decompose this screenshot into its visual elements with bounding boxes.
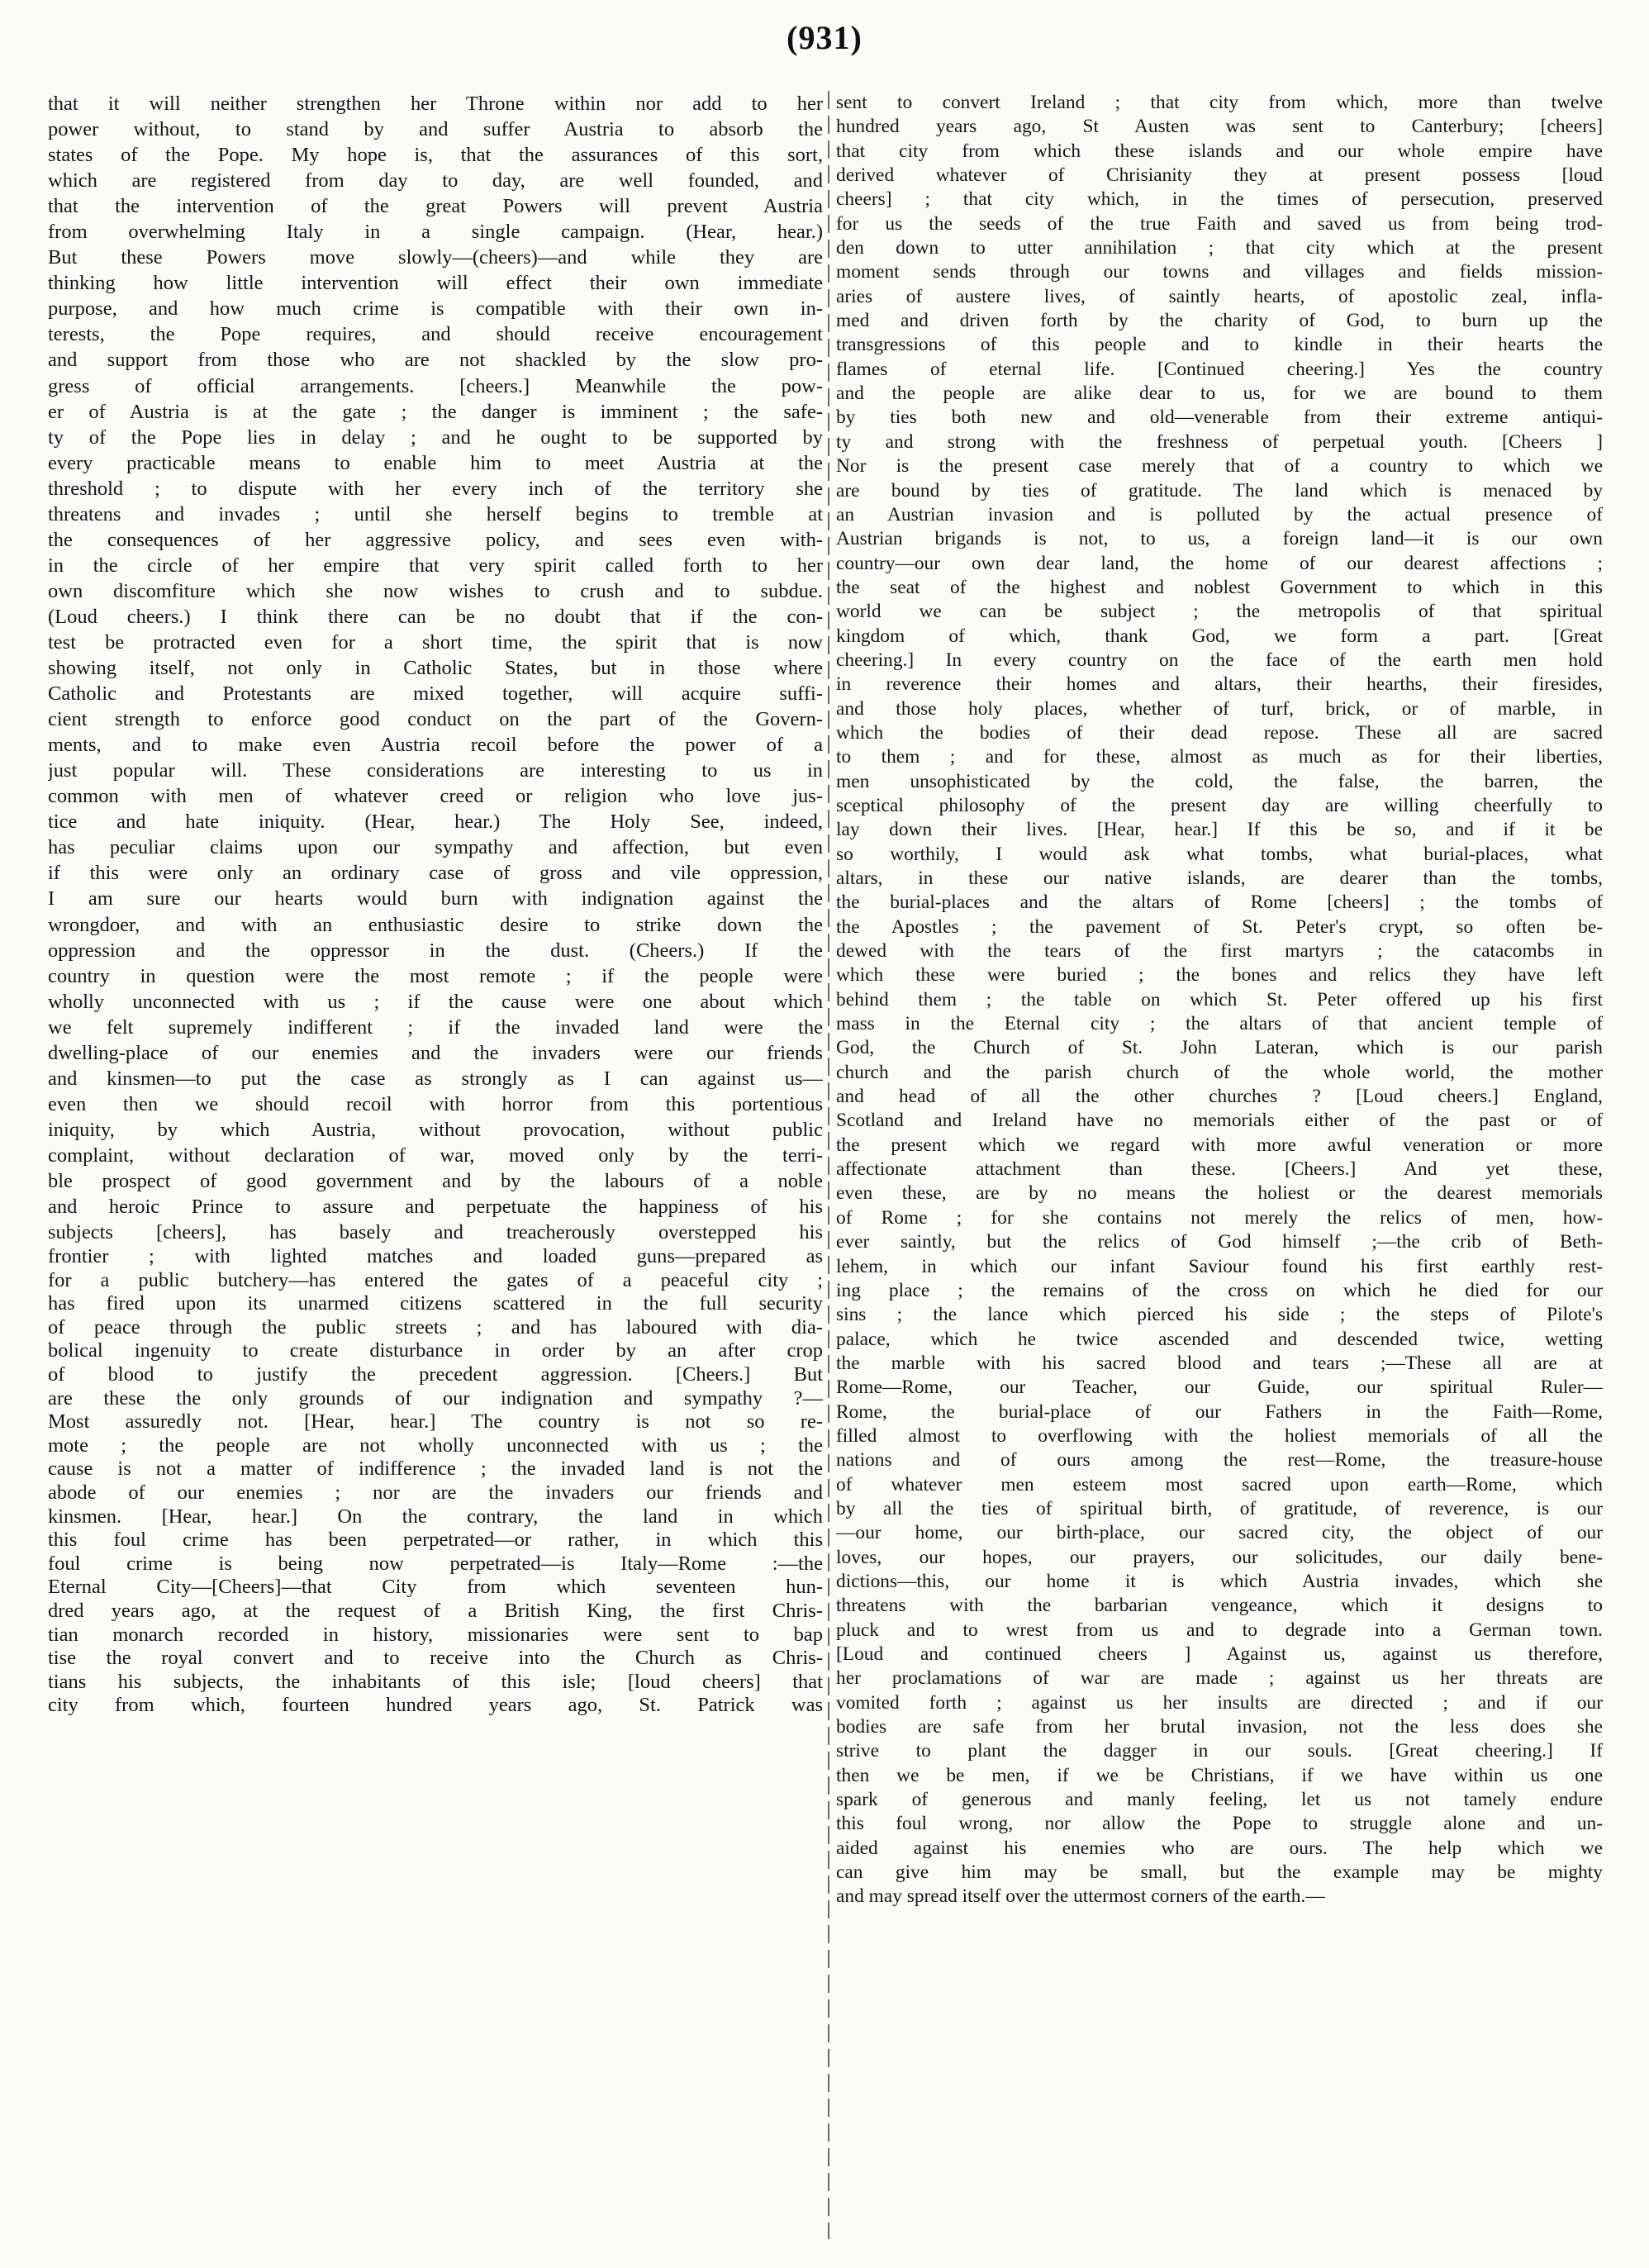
right-column-line: threatens with the barbarian vengeance, which it designs to — [836, 1595, 1603, 1617]
left-column-line: abode of our enemies ; nor are the invaders our friends and — [48, 1481, 823, 1505]
right-column-line: cheers] ; that city which, in the times of persecution, preserved — [836, 188, 1603, 211]
left-column-line: threatens and invades ; until she herself begins to tremble at — [48, 502, 823, 525]
left-column-line: But these Powers move slowly—(cheers)—and while they are — [48, 246, 823, 269]
left-column-line: for a public butchery—has entered the gates of a peaceful city ; — [48, 1268, 823, 1291]
right-column-line: which these were buried ; the bones and relics they have left — [836, 964, 1603, 987]
left-column-line: own discomfiture which she now wishes to crush and to subdue. — [48, 579, 823, 602]
left-column-line: wholly unconnected with us ; if the cause were one about which — [48, 990, 823, 1013]
left-column-line: from overwhelming Italy in a single campaign. (Hear, hear.) — [48, 221, 823, 244]
left-column-line: just popular will. These considerations are interesting to us in — [48, 759, 823, 782]
right-column-line: den down to utter annihilation ; that city which at the present — [836, 237, 1603, 259]
right-column-line: —our home, our birth-place, our sacred city, the object of our — [836, 1522, 1603, 1544]
right-column-line: hundred years ago, St Austen was sent to Canterbury; [cheers] — [836, 116, 1603, 138]
left-column-line: of peace through the public streets ; and has laboured with dia- — [48, 1315, 823, 1338]
right-column-line: so worthily, I would ask what tombs, what burial-places, what — [836, 843, 1603, 865]
right-column-line: affectionate attachment than these. [Cheers.] And yet these, — [836, 1158, 1603, 1181]
right-column-line: palace, which he twice ascended and descended twice, wetting — [836, 1328, 1603, 1350]
left-column-line: this foul crime has been perpetrated—or rather, in which this — [48, 1529, 823, 1552]
right-column-line: dewed with the tears of the first martyrs ; the catacombs in — [836, 940, 1603, 963]
right-column-line: by ties both new and old—venerable from their extreme antiqui- — [836, 407, 1603, 429]
left-column-line: power without, to stand by and suffer Austria to absorb the — [48, 118, 823, 141]
left-column-line: showing itself, not only in Catholic States, but in those where — [48, 657, 823, 680]
column-divider — [828, 91, 829, 2239]
right-column-line: sceptical philosophy of the present day are willing cheerfully to — [836, 794, 1603, 816]
right-column-line: can give him may be small, but the example may be mighty — [836, 1861, 1603, 1884]
right-column-line: men unsophisticated by the cold, the false, the barren, the — [836, 770, 1603, 792]
left-column-line: are these the only grounds of our indignation and sympathy ?— — [48, 1386, 823, 1410]
right-column-line: aided against his enemies who are ours. The help which we — [836, 1837, 1603, 1859]
left-column-line: I am sure our hearts would burn with indignation against the — [48, 887, 823, 911]
right-column-line: pluck and to wrest from us and to degrade into a German town. — [836, 1619, 1603, 1641]
left-column-line: Eternal City—[Cheers]—that City from which seventeen hun- — [48, 1576, 823, 1599]
right-column-line: and those holy places, whether of turf, brick, or of marble, in — [836, 697, 1603, 720]
right-column-line: her proclamations of war are made ; against us her threats are — [836, 1667, 1603, 1690]
left-column-line: ble prospect of good government and by the labours of a noble — [48, 1169, 823, 1192]
left-column-line: even then we should recoil with horror from this portentious — [48, 1092, 823, 1115]
right-column-line: for us the seeds of the true Faith and saved us from being trod- — [836, 212, 1603, 235]
left-column-line: and heroic Prince to assure and perpetuate the happiness of his — [48, 1196, 823, 1219]
left-column-line: frontier ; with lighted matches and loaded guns—prepared as — [48, 1245, 823, 1268]
right-column-line: of whatever men esteem most sacred upon earth—Rome, which — [836, 1473, 1603, 1495]
left-column-line: Most assuredly not. [Hear, hear.] The country is not so re- — [48, 1410, 823, 1434]
right-column-line: the burial-places and the altars of Rome [cheers] ; the tombs of — [836, 892, 1603, 914]
right-column-line: filled almost to overflowing with the holiest memorials of all the — [836, 1424, 1603, 1447]
left-column-line: that it will neither strengthen her Throne within nor add to her — [48, 93, 823, 115]
left-column-line: kinsmen. [Hear, hear.] On the contrary, the land in which — [48, 1505, 823, 1528]
right-column-line: in reverence their homes and altars, their hearths, their firesides, — [836, 673, 1603, 696]
right-column-line: by all the ties of spiritual birth, of gratitude, of reverence, is our — [836, 1497, 1603, 1519]
left-column-line: foul crime is being now perpetrated—is Italy—Rome :—the — [48, 1552, 823, 1575]
right-column-line: then we be men, if we be Christians, if we have within us one — [836, 1764, 1603, 1786]
left-column-line: and support from those who are not shackled by the slow pro- — [48, 349, 823, 372]
left-column-line: wrongdoer, and with an enthusiastic desire to strike down the — [48, 913, 823, 936]
left-column-line: tice and hate iniquity. (Hear, hear.) The Holy See, indeed, — [48, 811, 823, 834]
left-column-line: complaint, without declaration of war, moved only by the terri- — [48, 1144, 823, 1167]
right-column-line: nations and of ours among the rest—Rome, the treasure-house — [836, 1449, 1603, 1472]
right-column-line: vomited forth ; against us her insults are directed ; and if our — [836, 1691, 1603, 1714]
right-column-line: to them ; and for these, almost as much as for their liberties, — [836, 746, 1603, 768]
left-column-line: mote ; the people are not wholly unconnected with us ; the — [48, 1434, 823, 1457]
right-column-line: world we can be subject ; the metropolis of that spiritual — [836, 601, 1603, 623]
left-column-line: common with men of whatever creed or religion who love jus- — [48, 785, 823, 808]
right-column-line: of Rome ; for she contains not merely the relics of men, how- — [836, 1206, 1603, 1229]
right-column-line: Rome, the burial-place of our Fathers in the Faith—Rome, — [836, 1400, 1603, 1423]
right-column-line: country—our own dear land, the home of our dearest affections ; — [836, 552, 1603, 574]
left-column-line: subjects [cheers], has basely and treacherously overstepped his — [48, 1221, 823, 1244]
left-column-line: bolical ingenuity to create disturbance in order by an after crop — [48, 1339, 823, 1362]
left-column-line: tise the royal convert and to receive into the Church as Chris- — [48, 1647, 823, 1670]
right-column-line: this foul wrong, nor allow the Pope to struggle alone and un- — [836, 1813, 1603, 1835]
right-column-line: med and driven forth by the charity of God, to burn up the — [836, 310, 1603, 332]
right-column-line: [Loud and continued cheers ] Against us, against us therefore, — [836, 1643, 1603, 1665]
right-column-line: mass in the Eternal city ; the altars of that ancient temple of — [836, 1013, 1603, 1035]
left-column-line: every practicable means to enable him to meet Austria at the — [48, 451, 823, 474]
left-column-line: and kinsmen—to put the case as strongly as I can against us— — [48, 1067, 823, 1090]
right-column-line: the marble with his sacred blood and tears ;—These all are at — [836, 1352, 1603, 1374]
right-column-line: aries of austere lives, of saintly hearts, of apostolic zeal, infla- — [836, 285, 1603, 307]
right-column-line: and may spread itself over the uttermost corners of the earth.— — [836, 1885, 1325, 1908]
left-column-line: has peculiar claims upon our sympathy and affection, but even — [48, 836, 823, 859]
left-column-line: of blood to justify the precedent aggression. [Cheers.] But — [48, 1363, 823, 1386]
right-column-line: dictions—this, our home it is which Austria invades, which she — [836, 1570, 1603, 1592]
right-column-line: are bound by ties of gratitude. The land which is menaced by — [836, 479, 1603, 502]
right-column-line: lehem, in which our infant Saviour found his first earthly rest- — [836, 1255, 1603, 1277]
left-column-line: thinking how little intervention will effect their own immediate — [48, 272, 823, 295]
right-column-line: the present which we regard with more awful veneration or more — [836, 1134, 1603, 1156]
left-column-line: country in question were the most remote ; if the people were — [48, 964, 823, 987]
left-column-line: if this were only an ordinary case of gross and vile oppression, — [48, 862, 823, 885]
right-column-line: sent to convert Ireland ; that city from which, more than twelve — [836, 92, 1603, 113]
left-column-line: iniquity, by which Austria, without provocation, without public — [48, 1118, 823, 1141]
right-column-line: ing place ; the remains of the cross on which he died for our — [836, 1279, 1603, 1301]
left-column-line: states of the Pope. My hope is, that the assurances of this sort, — [48, 144, 823, 167]
right-column-line: the seat of the highest and noblest Government to which in this — [836, 576, 1603, 598]
right-column-line: ever saintly, but the relics of God himself ;—the crib of Beth- — [836, 1231, 1603, 1253]
right-column-line: ty and strong with the freshness of perpetual youth. [Cheers ] — [836, 430, 1603, 453]
right-column-line: Rome—Rome, our Teacher, our Guide, our spiritual Ruler— — [836, 1376, 1603, 1399]
right-column-line: bodies are safe from her brutal invasion, not the less does she — [836, 1716, 1603, 1738]
right-column-line: which the bodies of their dead repose. These all are sacred — [836, 721, 1603, 744]
right-column-line: Scotland and Ireland have no memorials either of the past or of — [836, 1110, 1603, 1132]
left-column-line: ments, and to make even Austria recoil before the power of a — [48, 734, 823, 757]
right-column-line: sins ; the lance which pierced his side ; the steps of Pilote's — [836, 1304, 1603, 1326]
left-column-line: ty of the Pope lies in delay ; and he ought to be supported by — [48, 426, 823, 449]
left-column-line: the consequences of her aggressive policy, and sees even with- — [48, 528, 823, 551]
left-column-line: Catholic and Protestants are mixed together, will acquire suffi- — [48, 682, 823, 706]
right-column-line: flames of eternal life. [Continued cheering.] Yes the country — [836, 358, 1603, 380]
left-column-line: city from which, fourteen hundred years ago, St. Patrick was — [48, 1694, 823, 1717]
right-column-line: lay down their lives. [Hear, hear.] If this be so, and if it be — [836, 819, 1603, 841]
left-column-line: cause is not a matter of indifference ; the invaded land is not the — [48, 1457, 823, 1481]
left-column-line: gress of official arrangements. [cheers.] Meanwhile the pow- — [48, 374, 823, 397]
right-column-line: spark of generous and manly feeling, let us not tamely endure — [836, 1789, 1603, 1811]
right-column-line: and head of all the other churches ? [Loud cheers.] England, — [836, 1086, 1603, 1108]
left-column-line: tian monarch recorded in history, missionaries were sent to bap — [48, 1623, 823, 1646]
right-column-line: an Austrian invasion and is polluted by the actual presence of — [836, 503, 1603, 525]
right-column-line: loves, our hopes, our prayers, our solicitudes, our daily bene- — [836, 1546, 1603, 1568]
left-column-line: threshold ; to dispute with her every inch of the territory she — [48, 477, 823, 500]
left-column-line: cient strength to enforce good conduct on the part of the Govern- — [48, 708, 823, 731]
right-column-line: derived whatever of Chrisianity they at present possess [loud — [836, 164, 1603, 187]
right-column-line: Nor is the present case merely that of a country to which we — [836, 455, 1603, 478]
left-column-line: terests, the Pope requires, and should receive encouragement — [48, 323, 823, 346]
right-column-line: and the people are alike dear to us, for we are bound to them — [836, 383, 1603, 405]
right-column-line: church and the parish church of the whole world, the mother — [836, 1061, 1603, 1083]
right-column-line: even these, are by no means the holiest or the dearest memorials — [836, 1182, 1603, 1205]
right-column-line: strive to plant the dagger in our souls. [Great cheering.] If — [836, 1740, 1603, 1762]
right-column-line: moment sends through our towns and villages and fields mission- — [836, 261, 1603, 283]
right-column-line: transgressions of this people and to kindle in their hearts the — [836, 334, 1603, 356]
right-column-line: Austrian brigands is not, to us, a foreign land—it is our own — [836, 528, 1603, 550]
right-column-line: kingdom of which, thank God, we form a part. [Great — [836, 625, 1603, 647]
left-column-line: in the circle of her empire that very spirit called forth to her — [48, 554, 823, 577]
right-column-line: God, the Church of St. John Lateran, which is our parish — [836, 1037, 1603, 1059]
page-number: (931) — [786, 19, 863, 56]
left-column-line: er of Austria is at the gate ; the danger is imminent ; the safe- — [48, 400, 823, 423]
right-column-line: the Apostles ; the pavement of St. Peter's crypt, so often be- — [836, 915, 1603, 938]
right-column-line: altars, in these our native islands, are dearer than the tombs, — [836, 868, 1603, 889]
left-column-line: which are registered from day to day, are well founded, and — [48, 169, 823, 193]
left-column-line: purpose, and how much crime is compatible with their own in- — [48, 297, 823, 321]
left-column-line: has fired upon its unarmed citizens scattered in the full security — [48, 1292, 823, 1315]
right-column-line: that city from which these islands and our whole empire have — [836, 140, 1603, 162]
left-column-line: test be protracted even for a short time, the spirit that is now — [48, 630, 823, 654]
left-column-line: dwelling-place of our enemies and the invaders were our friends — [48, 1041, 823, 1064]
left-column — [48, 91, 823, 2239]
right-column-line: behind them ; the table on which St. Peter offered up his first — [836, 988, 1603, 1010]
left-column-line: that the intervention of the great Powers will prevent Austria — [48, 195, 823, 218]
left-column-line: dred years ago, at the request of a British King, the first Chris- — [48, 1600, 823, 1623]
right-column — [836, 91, 1603, 2239]
right-column-line: cheering.] In every country on the face of the earth men hold — [836, 649, 1603, 671]
left-column-line: tians his subjects, the inhabitants of this isle; [loud cheers] that — [48, 1670, 823, 1693]
left-column-line: (Loud cheers.) I think there can be no doubt that if the con- — [48, 605, 823, 628]
left-column-line: we felt supremely indifferent ; if the invaded land were the — [48, 1015, 823, 1039]
left-column-line: oppression and the oppressor in the dust. (Cheers.) If the — [48, 939, 823, 962]
